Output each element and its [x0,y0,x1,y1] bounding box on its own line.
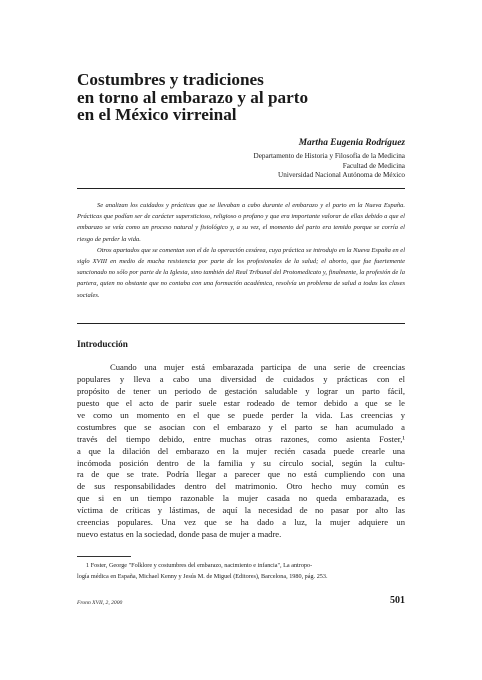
article-title [77,71,407,124]
section-heading: Introducción [77,339,128,349]
body-line: incómoda posición dentro de la familia y su círculo social, según la cultu- [77,457,405,468]
title-line: en torno al embarazo y al parto [77,87,309,107]
body-line: de sus responsabilidades dentro del matrimonio. Otro hecho muy común es [77,481,405,492]
body-text [77,362,405,541]
title-line: Costumbres y tradiciones [77,70,264,89]
author-affiliation [254,152,406,181]
abstract [77,200,405,301]
body-line: ve como un momento en el que se puede perder la vida. Las creencias y [77,409,405,420]
author-name: Martha Eugenia Rodríguez [298,138,405,148]
body-line: propósito de tener un periodo de gestación saludable y lograr un parto fácil, [77,385,405,396]
footnote-rule [77,556,131,557]
body-line: nuevo estatus en la sociedad, donde pasa de mujer a madre. [77,529,282,540]
abstract-paragraph: Otros apartados que se comentan son el de la operación cesárea, cuya práctica se introdujo en la Nueva España en el siglo XVIII en medio de mucha resistencia por parte de los profesionales de la salud; el aborto, que fue fuertemente sancionado no sólo por parte de la Iglesia, sino también del Real Tribunal del Protomedicato y, finalmente, la profesión de la partera, quien no obstante que no contaba con una formación académica, resolvía un problema de salud a todas las clases sociales. [77,246,405,299]
body-line: populares y lleva a cabo una diversidad de cuidados y prácticas con el [77,373,405,384]
body-line: costumbres que se asocian con el embarazo y el parto se han acumulado a [77,421,405,432]
body-line: Cuando una mujer está embarazada participa de una serie de creencias [110,362,405,372]
body-line: través del tiempo debido, entre muchas otras razones, como asienta Foster,¹ [77,433,405,444]
body-line: a que la dilación del embarazo en la mujer recién casada puede crearle una [77,445,405,456]
body-line: puesto que el acto de parir suele estar rodeado de temor debido a que se le [77,397,405,408]
abstract-paragraph: Se analizan los cuidados y prácticas que se llevaban a cabo durante el embarazo y el parto en la Nueva España. Prácticas que podían ser de carácter supersticioso, religioso o profano y que era importante valorar de ellas debido a que el embarazo se veía como un proceso natural y fisiológico y, a su vez, el momento del parto era temido porque se corría el riesgo de perder la vida. [77,202,405,243]
affiliation-line: Facultad de Medicina [342,161,405,170]
body-line: víctima de críticas y lástimas, de aquí la necesidad de no pasar por alto las [77,505,405,516]
abstract-top-rule [77,188,405,189]
body-line: ra de que se trate. Podría llegar a parecer que no está cumpliendo con una [77,469,405,480]
footnote-line: logía médica en España, Michael Kenny y Jesús M. de Miguel (Editores), Barcelona, 1980, pág. 253. [77,572,328,580]
affiliation-line: Universidad Nacional Autónoma de México [278,171,405,180]
affiliation-line: Departamento de Historia y Filosofía de la Medicina [253,152,405,160]
body-line: creencias populares. Una vez que se ha dado a luz, la mujer adquiere un [77,517,405,528]
journal-reference: Fronn XVII, 2, 2000 [77,600,123,606]
footnote [77,561,405,582]
abstract-bottom-rule [77,323,405,324]
page-number: 501 [390,595,405,606]
title-line: en el México virreinal [77,105,237,124]
body-line: que si en un tiempo razonable la mujer casada no queda embarazada, es [77,493,405,504]
footnote-line: 1 Foster, George "Folklore y costumbres del embarazo, nacimiento e infancia", La antropo- [86,562,313,569]
